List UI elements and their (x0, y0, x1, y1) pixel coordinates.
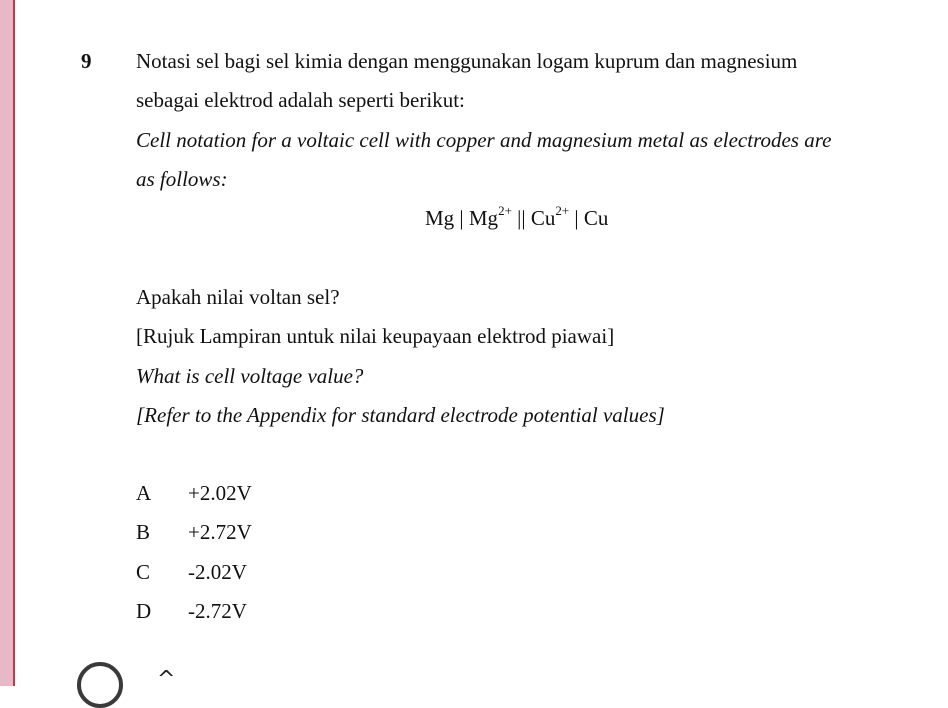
circle-outline-icon[interactable] (77, 662, 123, 708)
cell-notation-charge1: 2+ (498, 203, 512, 218)
cell-notation (425, 204, 608, 232)
prompt-malay: Apakah nilai voltan sel? (136, 285, 340, 309)
question-malay-line1: Notasi sel bagi sel kimia dengan menggunakan logam kuprum dan magnesium (136, 49, 798, 73)
option-letter: A (136, 481, 152, 505)
option-value: +2.02V (188, 481, 252, 505)
option-letter: B (136, 520, 151, 544)
cell-notation-part2: || Cu (511, 206, 556, 230)
page-edge-band (0, 0, 13, 686)
option-a[interactable] (136, 479, 252, 507)
option-letter: C (136, 560, 151, 584)
question-english-line2: as follows: (136, 167, 228, 191)
prompt-english: What is cell voltage value? (136, 364, 364, 388)
reference-english: [Refer to the Appendix for standard electrode potential values] (136, 403, 665, 427)
option-b[interactable] (136, 518, 252, 546)
question-english-line1: Cell notation for a voltaic cell with copper and magnesium metal as electrodes are (136, 128, 832, 152)
reference-malay: [Rujuk Lampiran untuk nilai keupayaan elektrod piawai] (136, 324, 615, 348)
option-c[interactable] (136, 558, 247, 586)
caret-up-icon[interactable]: ^ (157, 667, 176, 692)
cell-notation-charge2: 2+ (555, 203, 570, 218)
cell-notation-part1: Mg | Mg (425, 206, 499, 230)
cell-notation-part3: | Cu (569, 206, 609, 230)
option-letter: D (136, 599, 152, 623)
question-malay-line2: sebagai elektrod adalah seperti berikut: (136, 88, 465, 112)
option-value: -2.02V (188, 560, 247, 584)
option-value: -2.72V (188, 599, 247, 623)
option-d[interactable] (136, 597, 247, 625)
page-margin-rule (13, 0, 15, 686)
question-number: 9 (81, 49, 92, 73)
option-value: +2.72V (188, 520, 252, 544)
